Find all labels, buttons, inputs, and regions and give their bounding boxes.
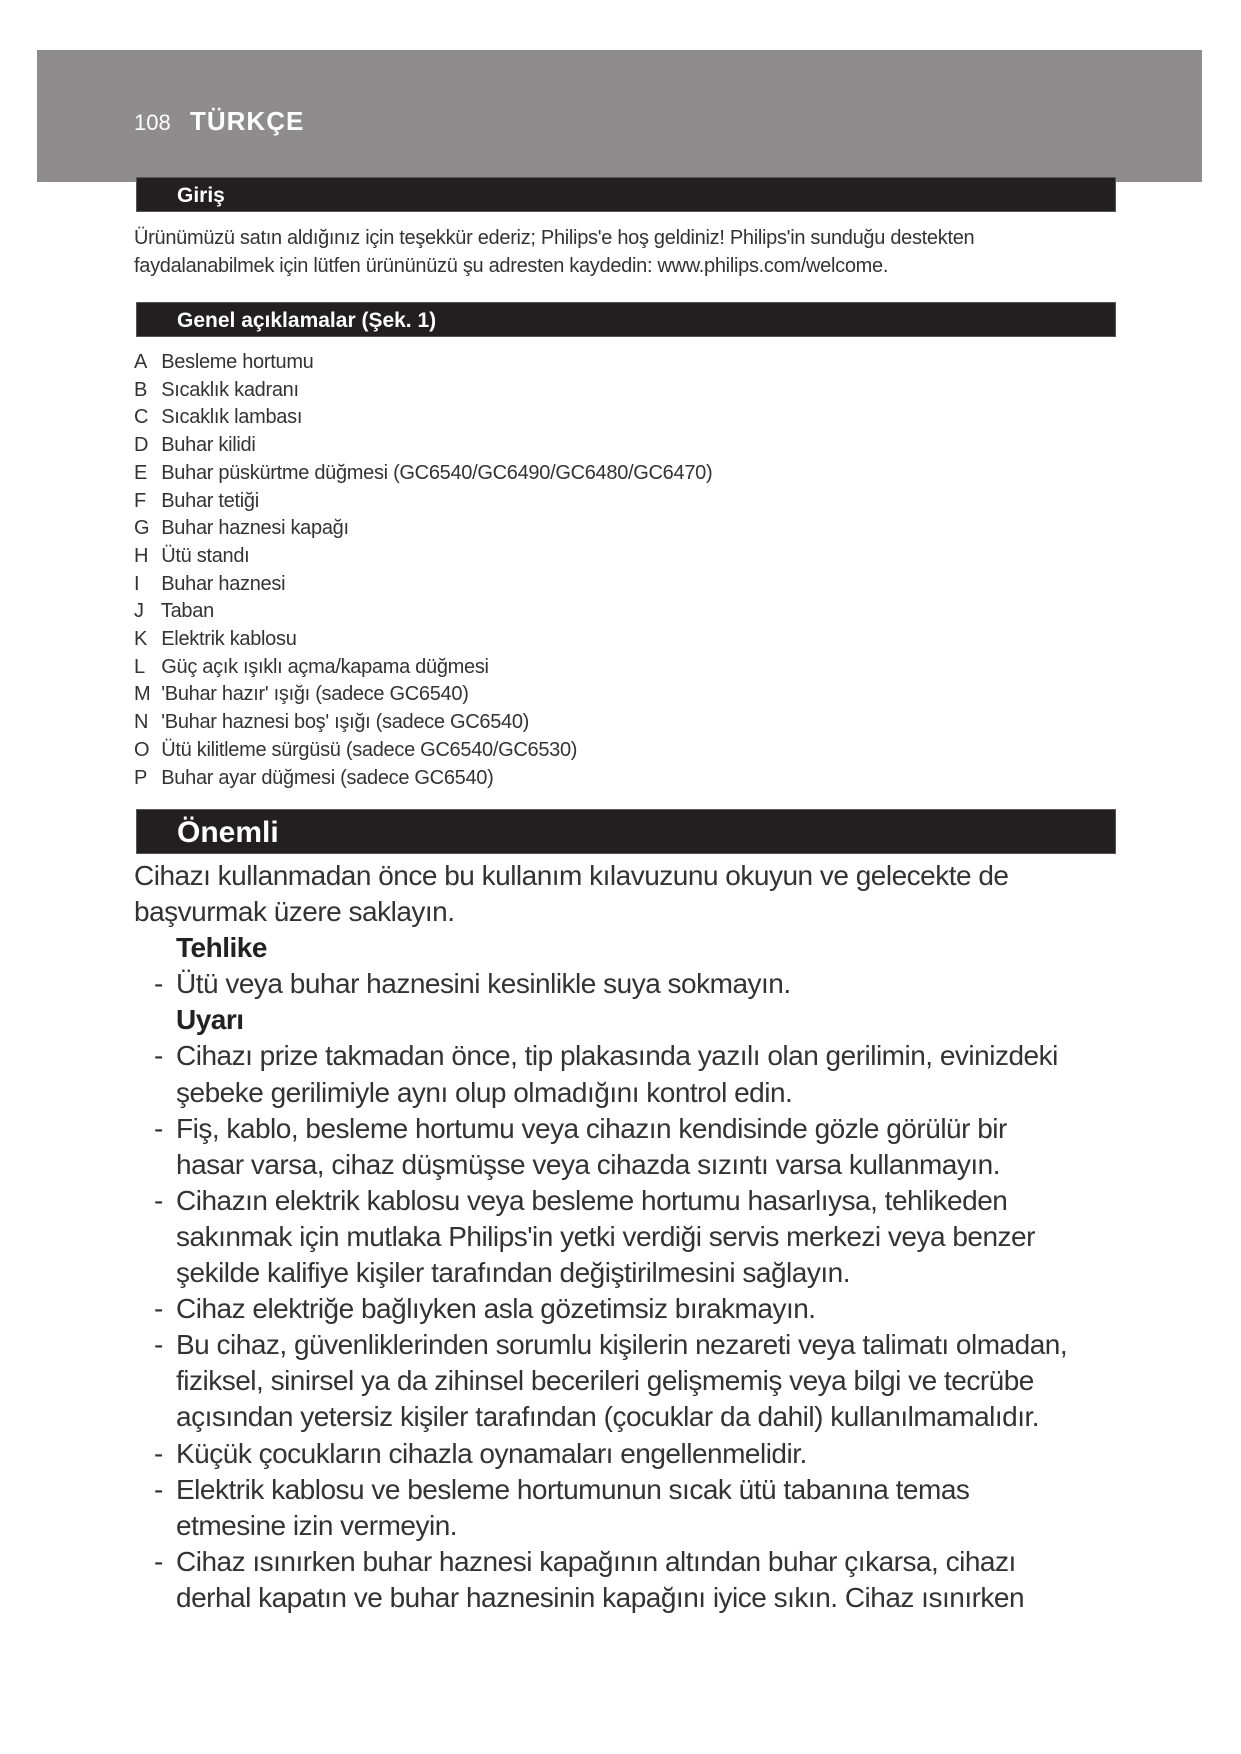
bullet-dash: - bbox=[154, 1545, 163, 1577]
item-key: F bbox=[134, 489, 146, 512]
item-label: Buhar ayar düğmesi (sadece GC6540) bbox=[161, 766, 494, 789]
overview-item bbox=[134, 432, 712, 460]
overview-item bbox=[134, 709, 712, 737]
bullet-line: şebeke gerilimiyle aynı olup olmadığını kontrol edin. bbox=[176, 1076, 793, 1108]
bullet-dash: - bbox=[154, 1112, 163, 1144]
bullet-line: hasar varsa, cihaz düşmüşse veya cihazda sızıntı varsa kullanmayın. bbox=[176, 1148, 1000, 1180]
bullet-line: açısından yetersiz kişiler tarafından (çocuklar da dahil) kullanılmamalıdır. bbox=[176, 1401, 1040, 1433]
bullet-text: Elektrik kablosu ve besleme hortumunun sıcak ütü tabanına temas bbox=[176, 1473, 970, 1505]
overview-item bbox=[134, 598, 712, 626]
bullet-text: Küçük çocukların cihazla oynamaları engellenmelidir. bbox=[176, 1437, 807, 1469]
bullet-dash: - bbox=[154, 968, 163, 1000]
overview-item bbox=[134, 681, 712, 709]
bullet-line: şekilde kalifiye kişiler tarafından değiştirilmesini sağlayın. bbox=[176, 1257, 850, 1289]
bullet-dash: - bbox=[154, 1473, 163, 1505]
item-key: G bbox=[134, 517, 150, 540]
overview-item bbox=[134, 765, 712, 793]
bullet-line: etmesine izin vermeyin. bbox=[176, 1509, 458, 1541]
overview-item bbox=[134, 404, 712, 432]
item-key: E bbox=[134, 461, 148, 484]
item-label: Buhar haznesi bbox=[161, 572, 286, 595]
bullet-text: Cihaz elektriğe bağlıyken asla gözetimsiz bırakmayın. bbox=[176, 1293, 816, 1325]
bullet-dash: - bbox=[154, 1437, 163, 1469]
important-intro-line: Cihazı kullanmadan önce bu kullanım kılavuzunu okuyun ve gelecekte de bbox=[134, 860, 1009, 891]
item-label: Buhar haznesi kapağı bbox=[161, 517, 349, 540]
bullet-dash: - bbox=[154, 1293, 163, 1325]
item-key: D bbox=[134, 434, 149, 457]
item-label: Taban bbox=[160, 600, 214, 623]
bullet-text: Ütü veya buhar haznesini kesinlikle suya sokmayın. bbox=[176, 968, 791, 1000]
bullet-line bbox=[134, 1327, 1134, 1363]
intro-line: Ürünümüzü satın aldığınız için teşekkür ederiz; Philips'e hoş geldiniz! Philips'in sunduğu destekten bbox=[134, 227, 975, 249]
item-label: Buhar tetiği bbox=[161, 489, 259, 512]
bullet-text: Cihazı prize takmadan önce, tip plakasında yazılı olan gerilimin, evinizdeki bbox=[176, 1040, 1058, 1072]
danger-list bbox=[134, 966, 1134, 1002]
bullet-line: fiziksel, sinirsel ya da zihinsel becerileri gelişmemiş veya bilgi ve tecrübe bbox=[176, 1365, 1034, 1397]
item-label: Sıcaklık lambası bbox=[161, 406, 303, 429]
bullet-text: Cihazın elektrik kablosu veya besleme hortumu hasarlıysa, tehlikeden bbox=[176, 1184, 1008, 1216]
section-heading-overview: Genel açıklamalar (Şek. 1) bbox=[136, 302, 1116, 337]
intro-paragraph bbox=[134, 224, 974, 280]
bullet-dash: - bbox=[154, 1040, 163, 1072]
bullet-dash: - bbox=[154, 1329, 163, 1361]
item-label: Ütü standı bbox=[161, 544, 250, 567]
section-heading-intro: Giriş bbox=[136, 177, 1116, 212]
warning-list bbox=[134, 1038, 1134, 1616]
overview-item bbox=[134, 377, 712, 405]
overview-item bbox=[134, 488, 712, 516]
page-number: 108 bbox=[134, 110, 171, 135]
bullet-dash: - bbox=[154, 1184, 163, 1216]
bullet-line bbox=[134, 1544, 1134, 1580]
overview-item bbox=[134, 515, 712, 543]
bullet-text: Bu cihaz, güvenliklerinden sorumlu kişilerin nezareti veya talimatı olmadan, bbox=[176, 1329, 1068, 1361]
bullet-line bbox=[134, 1111, 1134, 1147]
item-key: I bbox=[134, 572, 140, 595]
bullet-line: sakınmak için mutlaka Philips'in yetki verdiği servis merkezi veya benzer bbox=[176, 1220, 1035, 1252]
overview-item bbox=[134, 543, 712, 571]
overview-item bbox=[134, 349, 712, 377]
item-key: H bbox=[134, 544, 149, 567]
item-key: L bbox=[134, 655, 145, 678]
item-label: Sıcaklık kadranı bbox=[161, 378, 299, 401]
item-key: A bbox=[134, 351, 148, 373]
item-key: K bbox=[134, 628, 148, 651]
item-label: Buhar püskürtme düğmesi (GC6540/GC6490/GC6480/GC6470) bbox=[161, 461, 713, 484]
danger-heading: Tehlike bbox=[176, 932, 267, 964]
section-heading-important: Önemli bbox=[136, 809, 1116, 854]
item-label: Ütü kilitleme sürgüsü (sadece GC6540/GC6530) bbox=[161, 738, 578, 761]
item-key: C bbox=[134, 406, 149, 429]
item-key: J bbox=[134, 600, 144, 623]
bullet-line bbox=[134, 1436, 1134, 1472]
bullet-line bbox=[134, 1183, 1134, 1219]
item-label: Buhar kilidi bbox=[161, 434, 256, 457]
item-key: B bbox=[134, 378, 148, 401]
item-label: Besleme hortumu bbox=[161, 351, 314, 373]
language-title: TÜRKÇE bbox=[190, 106, 305, 136]
bullet-line bbox=[134, 966, 1134, 1002]
overview-item bbox=[134, 460, 712, 488]
important-content bbox=[134, 858, 1134, 1616]
item-label: Güç açık ışıklı açma/kapama düğmesi bbox=[161, 655, 489, 678]
bullet-line bbox=[134, 1472, 1134, 1508]
bullet-text: Cihaz ısınırken buhar haznesi kapağının altından buhar çıkarsa, cihazı bbox=[176, 1545, 1016, 1577]
warning-heading: Uyarı bbox=[176, 1004, 244, 1036]
overview-list bbox=[134, 349, 712, 792]
bullet-line bbox=[134, 1038, 1134, 1074]
overview-item bbox=[134, 737, 712, 765]
item-key: P bbox=[134, 766, 148, 789]
bullet-text: Fiş, kablo, besleme hortumu veya cihazın kendisinde gözle görülür bir bbox=[176, 1112, 1007, 1144]
item-key: M bbox=[134, 683, 151, 706]
overview-item bbox=[134, 626, 712, 654]
overview-item bbox=[134, 571, 712, 599]
item-label: 'Buhar haznesi boş' ışığı (sadece GC6540) bbox=[161, 711, 530, 734]
item-key: N bbox=[134, 711, 149, 734]
intro-line: faydalanabilmek için lütfen ürününüzü şu adresten kaydedin: www.philips.com/welcome. bbox=[134, 255, 889, 277]
bullet-line: derhal kapatın ve buhar haznesinin kapağını iyice sıkın. Cihaz ısınırken bbox=[176, 1581, 1025, 1613]
overview-item bbox=[134, 654, 712, 682]
bullet-line bbox=[134, 1291, 1134, 1327]
item-label: Elektrik kablosu bbox=[161, 628, 297, 651]
item-label: 'Buhar hazır' ışığı (sadece GC6540) bbox=[161, 683, 469, 706]
important-intro-line: başvurmak üzere saklayın. bbox=[134, 896, 455, 928]
item-key: O bbox=[134, 738, 150, 761]
